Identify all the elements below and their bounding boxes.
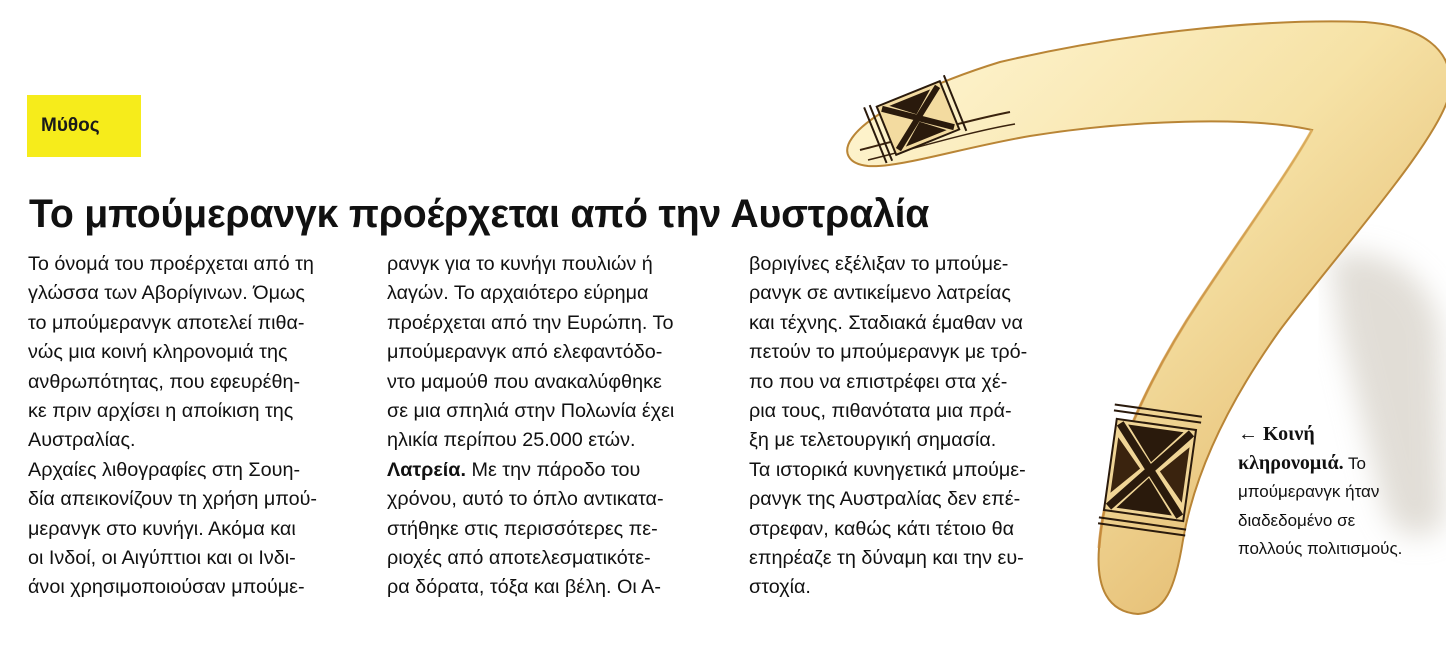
text-line-content: οι Ινδοί, οι Αιγύπτιοι και οι Ινδι- xyxy=(28,546,296,569)
text-line-content: ρανγκ της Αυστραλίας δεν επέ- xyxy=(749,488,1021,511)
text-line-content: και τέχνης. Σταδιακά έμαθαν να xyxy=(749,311,1023,334)
text-line-content: κε πριν αρχίσει η αποίκιση της xyxy=(28,399,294,422)
headline: Το μπούμερανγκ προέρχεται από την Αυστραλία xyxy=(29,192,930,236)
text-line xyxy=(387,279,674,308)
caption-title-line1: Κοινή xyxy=(1263,423,1315,445)
text-line-content: λαγών. Το αρχαιότερο εύρημα xyxy=(387,282,649,305)
text-line-content: σε μια σπηλιά στην Πολωνία έχει xyxy=(387,399,675,422)
text-line-content: επηρέαζε τη δύναμη και την ευ- xyxy=(749,546,1024,569)
text-line-content: νώς μια κοινή κληρονομιά της xyxy=(28,341,288,364)
text-line xyxy=(28,485,317,514)
text-line-content: δία απεικονίζουν τη χρήση μπού- xyxy=(28,488,318,511)
text-line-content: προέρχεται από την Ευρώπη. Το xyxy=(387,311,674,334)
text-line-content: Με την πάροδο του xyxy=(465,458,641,481)
text-line-content: μερανγκ στο κυνήγι. Ακόμα και xyxy=(28,517,296,540)
subhead: Λατρεία. xyxy=(387,458,466,481)
text-line xyxy=(387,368,674,397)
text-line xyxy=(387,456,674,485)
text-line-content: Το όνομά του προέρχεται από τη xyxy=(28,253,314,275)
caption-text-line: διαδεδομένο σε xyxy=(1238,510,1356,530)
caption-text-line: πολλούς πολιτισμούς. xyxy=(1238,539,1403,559)
text-line-content: ρα δόρατα, τόξα και βέλη. Οι Α- xyxy=(387,576,661,599)
caption-title-line2: κληρονομιά. xyxy=(1238,451,1344,474)
text-line-content: Αυστραλίας. xyxy=(28,429,136,452)
text-line xyxy=(387,544,674,573)
text-line xyxy=(387,309,674,338)
text-line-content: μπούμερανγκ από ελεφαντόδο- xyxy=(387,341,663,364)
text-line xyxy=(387,250,674,279)
text-line-content: ντο μαμούθ που ανακαλύφθηκε xyxy=(387,370,662,393)
text-line xyxy=(28,544,317,573)
text-line xyxy=(28,456,317,485)
text-line-content: χρόνου, αυτό το όπλο αντικατα- xyxy=(387,488,664,511)
text-line-content: ρια τους, πιθανότατα μια πρά- xyxy=(749,399,1012,422)
text-line-content: ρανγκ σε αντικείμενο λατρείας xyxy=(749,282,1011,305)
text-line xyxy=(387,426,674,455)
text-line xyxy=(28,279,317,308)
caption-text-line: μπούμερανγκ ήταν xyxy=(1238,482,1380,502)
text-line xyxy=(28,397,317,426)
section-tag xyxy=(27,95,141,157)
text-line-content: γλώσσα των Αβορίγινων. Όμως xyxy=(28,282,305,305)
text-line xyxy=(28,309,317,338)
text-line-content: ριοχές από αποτελεσματικότε- xyxy=(387,546,651,569)
text-line xyxy=(28,368,317,397)
text-line-content: άνοι χρησιμοποιούσαν μπούμε- xyxy=(28,576,305,599)
text-line-content: πετούν το μπούμερανγκ με τρό- xyxy=(749,341,1028,364)
section-tag-label: Μύθος xyxy=(41,115,100,136)
text-line-content: στήθηκε στις περισσότερες πε- xyxy=(387,517,658,540)
text-line-content: ανθρωπότητας, που εφευρέθη- xyxy=(28,370,301,393)
arrow-left-icon: ← xyxy=(1238,423,1258,445)
text-line-content: βοριγίνες εξέλιξαν το μπούμε- xyxy=(749,253,1009,275)
text-line xyxy=(28,573,317,602)
text-line-content: Τα ιστορικά κυνηγετικά μπούμε- xyxy=(749,458,1026,481)
text-line-content: ρανγκ για το κυνήγι πουλιών ή xyxy=(387,253,653,275)
text-line xyxy=(387,573,674,602)
text-line xyxy=(387,515,674,544)
text-line-content: στοχία. xyxy=(749,576,811,599)
text-line xyxy=(387,485,674,514)
text-line xyxy=(387,397,674,426)
text-line xyxy=(28,338,317,367)
text-line-content: στρεφαν, καθώς κάτι τέτοιο θα xyxy=(749,517,1015,540)
text-line-content: το μπούμερανγκ αποτελεί πιθα- xyxy=(28,311,305,334)
image-caption xyxy=(1238,420,1402,564)
text-line xyxy=(28,515,317,544)
text-line-content: ηλικία περίπου 25.000 ετών. xyxy=(387,429,636,452)
caption-text-line: Το xyxy=(1343,453,1367,473)
article-column-1 xyxy=(28,250,317,603)
text-line-content: ξη με τελετουργική σημασία. xyxy=(749,429,997,452)
text-line-content: πο που να επιστρέφει στα χέ- xyxy=(749,370,1008,393)
text-line xyxy=(28,426,317,455)
text-line xyxy=(387,338,674,367)
text-line xyxy=(28,250,317,279)
text-line-content: Αρχαίες λιθογραφίες στη Σουη- xyxy=(28,458,301,481)
article-column-2 xyxy=(387,250,674,603)
